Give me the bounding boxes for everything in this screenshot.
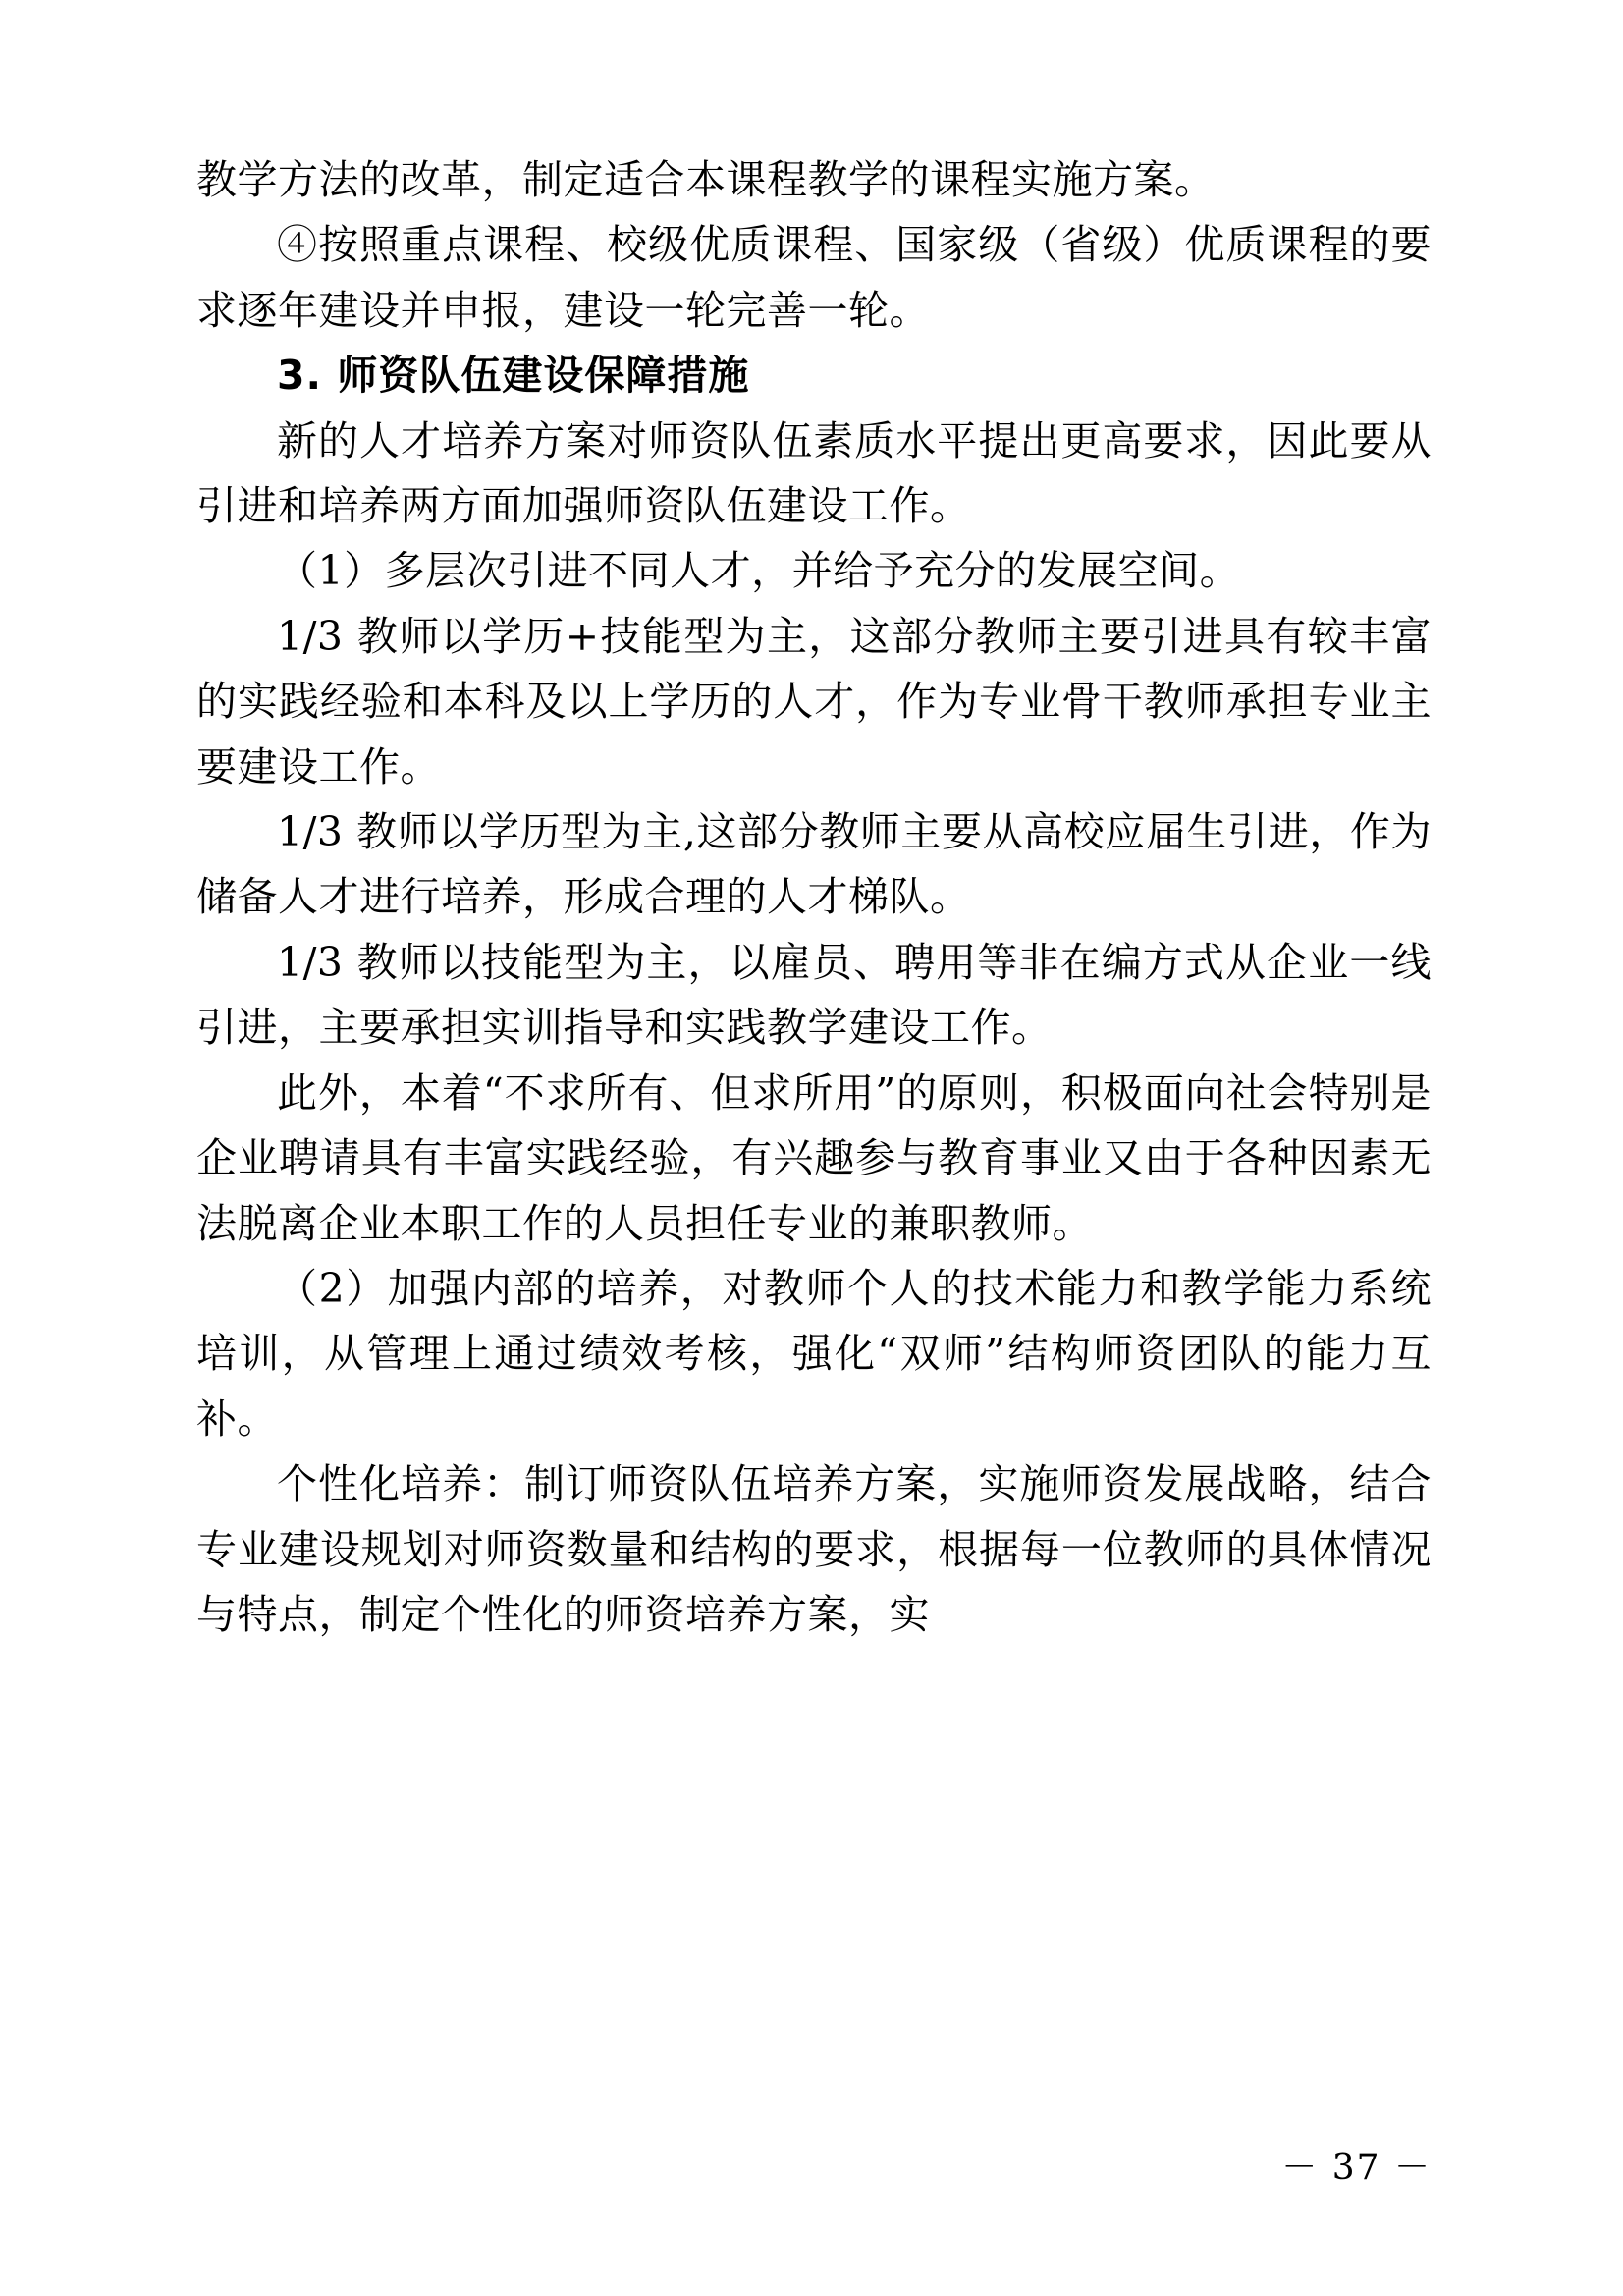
paragraph: 个性化培养：制订师资队伍培养方案，实施师资发展战略，结合专业建设规划对师资数量和结构的要求，根据每一位教师的具体情况与特点，制定个性化的师资培养方案，实 xyxy=(196,1460,1432,1638)
paragraph: 1/3 教师以学历型为主,这部分教师主要从高校应届生引进，作为储备人才进行培养，形成合理的人才梯队。 xyxy=(196,808,1432,921)
document-body xyxy=(196,147,1432,1647)
paragraph: 教学方法的改革，制定适合本课程教学的课程实施方案。 xyxy=(196,156,1216,203)
paragraph: 此外，本着“不求所有、但求所用”的原则，积极面向社会特别是企业聘请具有丰富实践经验，有兴趣参与教育事业又由于各种因素无法脱离企业本职工作的人员担任专业的兼职教师。 xyxy=(196,1068,1432,1247)
paragraph: 1/3 教师以技能型为主，以雇员、聘用等非在编方式从企业一线引进，主要承担实训指导和实践教学建设工作。 xyxy=(196,938,1432,1052)
section-heading: 3. 师资队伍建设保障措施 xyxy=(277,352,750,400)
paragraph: （1）多层次引进不同人才，并给予充分的发展空间。 xyxy=(277,547,1241,595)
paragraph: 1/3 教师以学历+技能型为主，这部分教师主要引进具有较丰富的实践经验和本科及以上学历的人才，作为专业骨干教师承担专业主要建设工作。 xyxy=(196,612,1432,791)
paragraph: 新的人才培养方案对师资队伍素质水平提出更高要求，因此要从引进和培养两方面加强师资队伍建设工作。 xyxy=(196,416,1432,530)
paragraph: （2）加强内部的培养，对教师个人的技术能力和教学能力系统培训，从管理上通过绩效考核，强化“双师”结构师资团队的能力互补。 xyxy=(196,1264,1432,1443)
paragraph: ④按照重点课程、校级优质课程、国家级（省级）优质课程的要求逐年建设并申报，建设一轮完善一轮。 xyxy=(196,221,1432,334)
page-number: － 37 － xyxy=(1281,2148,1432,2188)
